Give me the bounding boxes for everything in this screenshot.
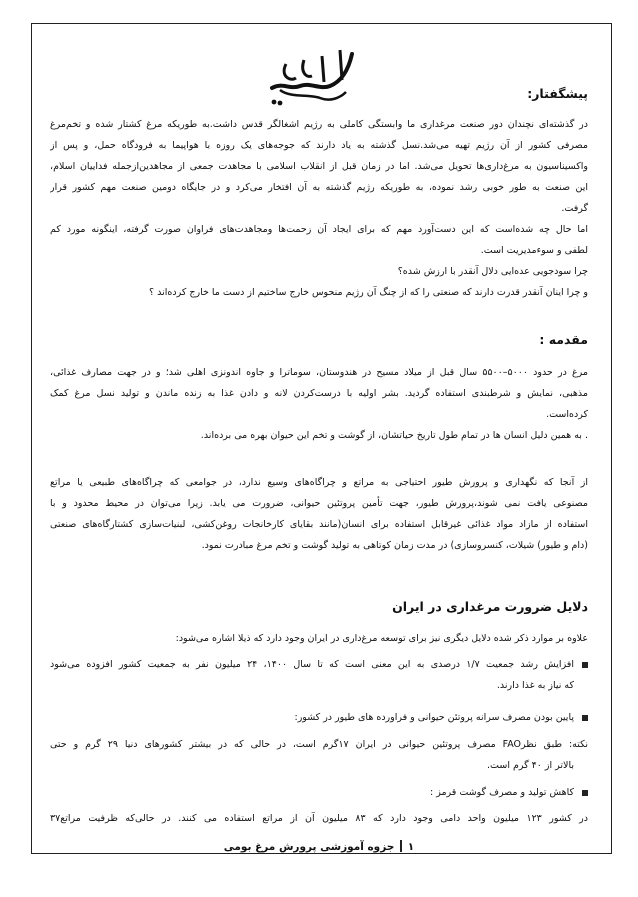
preface-line: اما حال چه شده‌است که این دست‌آورد مهم که برای ایجاد آن زحمت‌ها ومجاهدت‌های فراوان صورت گرفته، اینگونه مورد کم <box>50 224 588 235</box>
heading-reasons: دلایل ضرورت مرغداری در ایران <box>392 599 588 614</box>
preface-line: گرفت. <box>561 203 588 214</box>
preface-line: و چرا اینان آنقدر قدرت دارند که صنعتی را که از چنگ آن رژیم منحوس خارج ساختیم از دست ما خارج کرده‌اند ؟ <box>149 287 588 298</box>
document-page <box>50 32 588 852</box>
footer-title: جزوه آموزشی پرورش مرغ بومی <box>223 841 395 853</box>
reasons-intro: علاوه بر موارد ذکر شده دلایل دیگری نیز برای توسعه مرغ‌داری در ایران وجود دارد که ذیلا اشاره می‌شود: <box>175 633 588 644</box>
heading-introduction: مقدمه : <box>539 332 588 347</box>
last-line: در کشور ۱۲۳ میلیون واحد دامی وجود دارد که ۸۳ میلیون آن از مراتع استفاده می کنند. در حالی‌که ظرفیت مراتع۳۷ <box>50 813 588 824</box>
intro-line: مذهبی، نمایش و شرطبندی استفاده گردید. بشر اولیه با درست‌کردن لانه و دادن غذا به زنده ماندن و تولید نسل مرغ کمک <box>50 388 588 399</box>
preface-line: در گذشته‌ای نچندان دور صنعت مرغداری ما وابستگی کاملی به رژیم اشغالگر قدس داشت.به طوریکه مرغ کشتار شده و تخم‌مرغ <box>50 119 588 130</box>
page-number: ۱ <box>407 841 415 853</box>
bullet-3-line: کاهش تولید و مصرف گوشت قرمز : <box>430 787 574 798</box>
bullet-marker <box>582 662 588 668</box>
intro-line: کرده‌است. <box>546 409 588 420</box>
bullet-1-line: افزایش رشد جمعیت ۱/۷ درصدی به این معنی است که تا سال ۱۴۰۰، ۲۴ میلیون نفر به جمعیت کشور افزوده می‌شود <box>50 659 574 670</box>
preface-line: چرا سودجویی عده‌ایی دلال آنقدر با ارزش شده؟ <box>397 266 588 277</box>
preface-line: این صنعت به طور خوبی رشد نموده، به طوریکه رژیم گذشته به آن افتخار می‌کرد و در جایگاه دومین صنعت مهم کشور قرار <box>50 182 588 193</box>
note-line: نکته: طبق نظرFAO مصرف پروتئین حیوانی در ایران ۱۷گرم است، در حالی که در بیشتر کشورهای دنیا ۲۹ گرم و حتی <box>50 739 588 750</box>
intro-line: . به همین دلیل انسان ها در تمام طول تاریخ حیاتشان، از گوشت و تخم این حیوان بهره می برده‌اند. <box>200 430 588 441</box>
preface-line: لطفی و سوءمدیریت است. <box>480 245 588 256</box>
intro2-line: از آنجا که نگهداری و پرورش طیور احتیاجی به مراتع و چراگاه‌های وسیع ندارد، در جوامعی که چراگاه‌های طبیعی یا مراتع <box>50 477 588 488</box>
intro-line: مرغ در حدود ۵۰۰۰–۵۵۰۰ سال قبل از میلاد مسیح در هندوستان، سوماترا و جاوه اندونزی اهلی شد؛ و در جهت مصارف غذائی، <box>50 367 588 378</box>
note-line: بالاتر از ۴۰ گرم است. <box>487 760 574 771</box>
preface-line: مصرفی کشور از آن رژیم تهیه می‌شد.نسل گذشته به یاد دارند که جوجه‌های یک روزه با هواپیما به فرودگاه حمل، و پس از <box>50 140 588 151</box>
intro2-line: استفاده از مازاد مواد غذائی غیرقابل استفاده برای انسان(مانند بقایای کارخانجات روغن‌کشی، لبنیات‌سازی کشتارگاه‌های صنعتی <box>50 519 588 530</box>
page-footer <box>0 840 638 853</box>
preface-line: واکسیناسیون به مرغ‌داری‌ها تحویل می‌شد. اما در زمان قبل از انقلاب اسلامی با مجاهدت جمعی از مجاهدین‌ازجمله فداییان اسلام، <box>50 161 588 172</box>
calligraphy-bismillah-image <box>260 42 360 108</box>
bullet-1-line: که نیاز به غذا دارند. <box>496 680 574 691</box>
bullet-2-line: پایین بودن مصرف سرانه پروتئن حیوانی و فراورده های طیور در کشور: <box>294 712 574 723</box>
intro2-line: مصنوعی یافت نمی شوند،پرورش طیور، جهت تأمین پروتئین حیوانی، ضرورت می یابد. زیرا می‌توان در محیط محدود و با <box>50 498 588 509</box>
bullet-marker <box>582 790 588 796</box>
bullet-marker <box>582 715 588 721</box>
intro2-line: (دام و طیور) شیلات، کنسروسازی) در مدت زمان کوتاهی به تولید گوشت و تخم مرغ مبادرت نمود. <box>201 540 588 551</box>
footer-divider <box>400 840 402 852</box>
heading-preface: پیشگفتار: <box>527 86 588 101</box>
